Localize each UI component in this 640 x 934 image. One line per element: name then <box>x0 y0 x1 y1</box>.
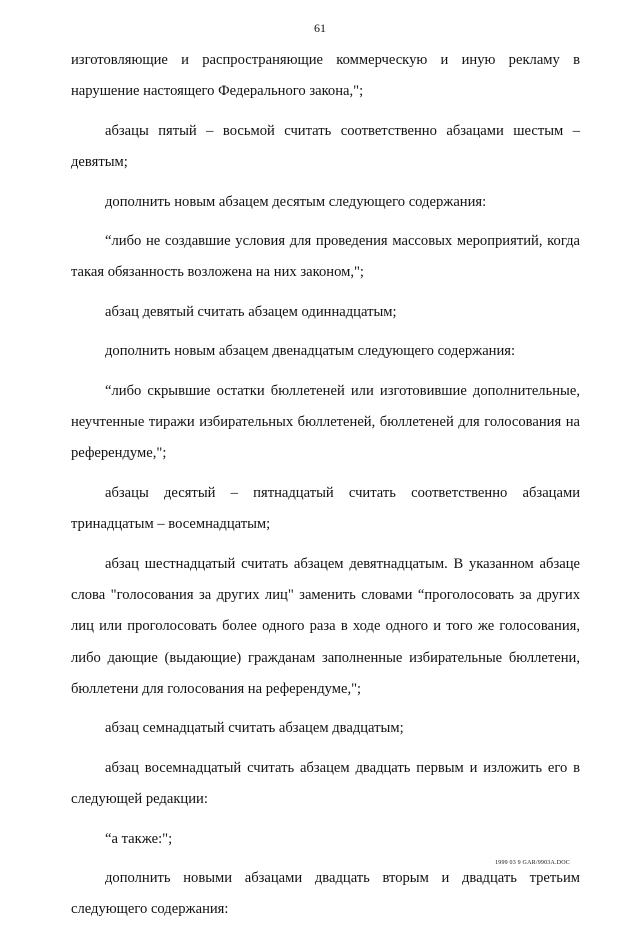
paragraph: абзац семнадцатый считать абзацем двадцатым; <box>105 720 404 737</box>
paragraph: абзац шестнадцатый считать абзацем девятнадцатым. В указанном абзаце слова "голосования за других лиц" заменить словами “проголосовать за других лиц или проголосовать более одного раза в ходе одного и того же голосования, либо дающие (выдающие) гражданам заполненные избирательные бюллетени, бюллетени для голосования на референдуме,"; <box>71 555 580 697</box>
paragraph: дополнить новым абзацем десятым следующего содержания: <box>105 193 487 210</box>
paragraph: абзацы пятый – восьмой считать соответственно абзацами шестым – девятым; <box>71 122 580 171</box>
page-number: 61 <box>314 21 326 35</box>
document-body <box>71 45 580 934</box>
paragraph: дополнить новым абзацем двенадцатым следующего содержания: <box>105 343 516 360</box>
paragraph: абзац восемнадцатый считать абзацем двадцать первым и изложить его в следующей редакции: <box>71 759 580 808</box>
paragraph: “либо скрывшие остатки бюллетеней или изготовившие дополнительные, неучтенные тиражи избирательных бюллетеней, бюллетеней для голосования на референдуме,"; <box>71 382 580 462</box>
paragraph: абзац девятый считать абзацем одиннадцатым; <box>105 303 397 320</box>
paragraph: абзацы десятый – пятнадцатый считать соответственно абзацами тринадцатым – восемнадцатым; <box>71 484 580 533</box>
document-footer-filename: 1999 03 9 GAR/9903A.DOC <box>495 860 570 866</box>
paragraph: дополнить новыми абзацами двадцать вторым и двадцать третьим следующего содержания: <box>71 870 580 918</box>
paragraph: изготовляющие и распространяющие коммерческую и иную рекламу в нарушение настоящего Федерального закона,"; <box>71 52 580 100</box>
paragraph: “либо не создавшие условия для проведения массовых мероприятий, когда такая обязанность возложена на них законом,"; <box>71 233 580 281</box>
paragraph: “а также:"; <box>105 830 173 847</box>
